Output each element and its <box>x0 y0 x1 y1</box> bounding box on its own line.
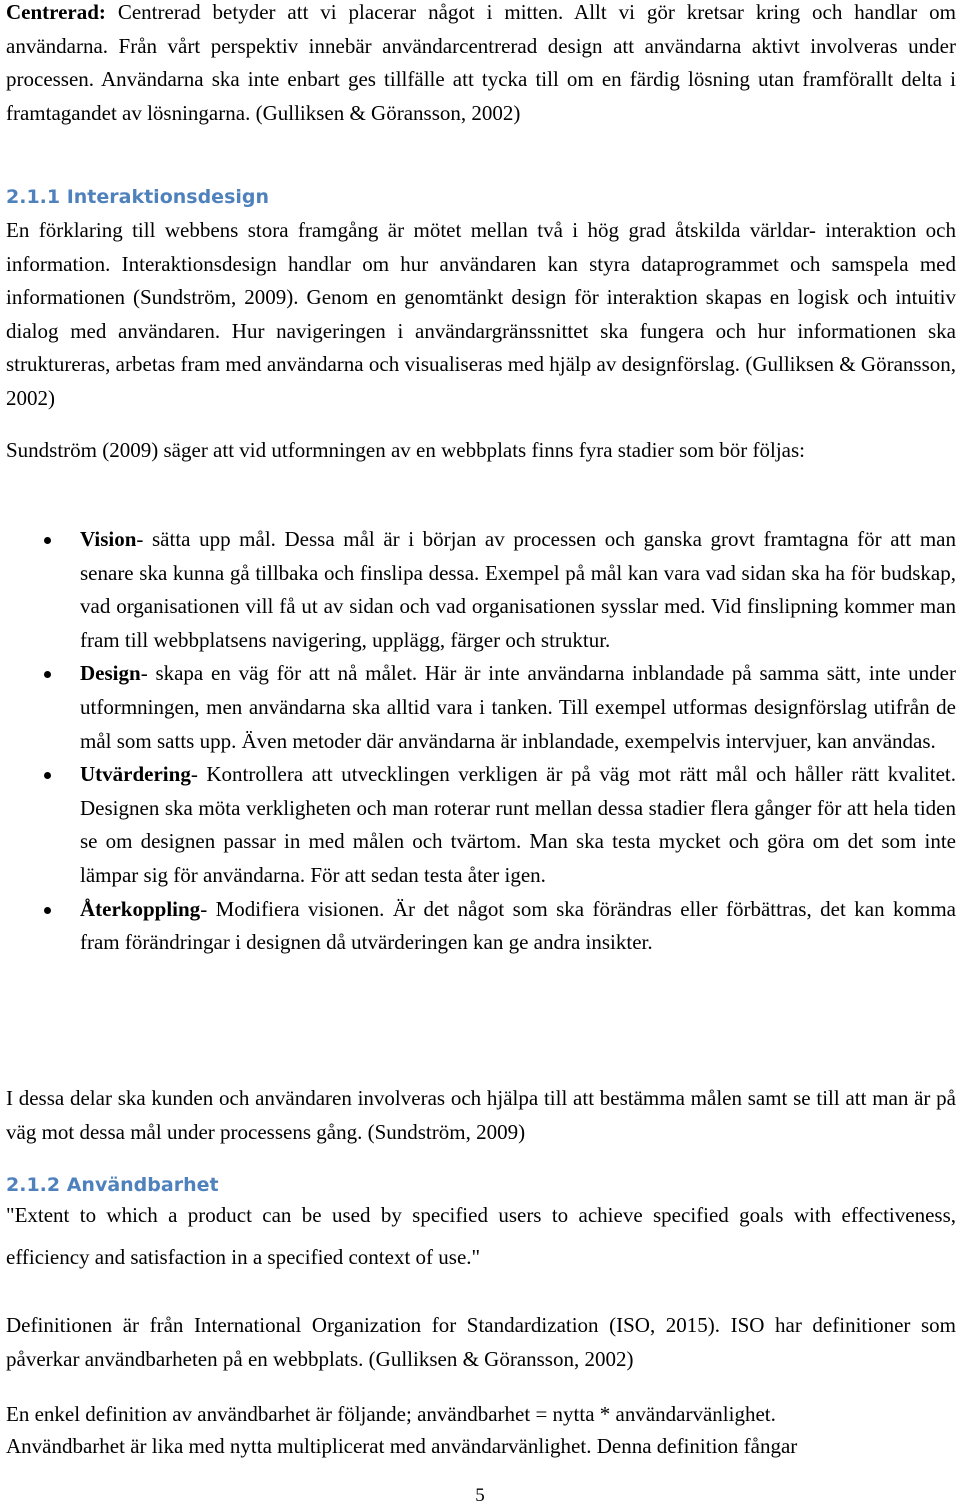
list-item-design <box>6 657 956 758</box>
paragraph-centrerad <box>6 0 956 130</box>
paragraph-definition-line-2: Användbarhet är lika med nytta multiplicerat med användarvänlighet. Denna definition fångar <box>6 1434 798 1458</box>
term-aterkoppling: Återkoppling <box>80 896 201 921</box>
stage-list <box>6 523 956 960</box>
list-item-text: - Modifiera visionen. Är det något som ska förändras eller förbättras, det kan komma fram förändringar i designen då utvärderingen kan ge andra insikter. <box>80 896 956 955</box>
list-item-text: - skapa en väg för att nå målet. Här är inte användarna inblandade på samma sätt, inte under utformningen, men användarna ska alltid vara i tanken. Till exempel utformas designförslag utifrån de mål som satts upp. Även metoder där användarna är inblandade, exempelvis intervjuer, kan användas. <box>80 661 956 753</box>
term-vision: Vision <box>80 527 137 551</box>
list-item-aterkoppling <box>6 893 956 960</box>
bullet-icon <box>44 907 51 914</box>
paragraph-centrerad-text: Centrerad betyder att vi placerar något i mitten. Allt vi gör kretsar kring och handlar om användarna. Från vårt perspektiv innebär användarcentrerad design att användarna aktivt involveras under processen. Användarna ska inte enbart ges tillfälle att tycka till om en färdig lösning utan framförallt delta i framtagandet av lösningarna. (Gulliksen & Göransson, 2002) <box>6 0 956 125</box>
term-utvardering: Utvärdering <box>80 762 191 787</box>
section-anvandbarhet <box>6 1170 956 1278</box>
paragraph-kunden: I dessa delar ska kunden och användaren involveras och hjälpa till att bestämma målen samt se till att man är på väg mot dessa mål under processens gång. (Sundström, 2009) <box>6 1086 956 1144</box>
bullet-icon <box>44 772 51 779</box>
section-heading-anvandbarhet: 2.1.2 Användbarhet <box>6 1174 219 1196</box>
paragraph-sundstrom-stadier: Sundström (2009) säger att vid utformningen av en webbplats finns fyra stadier som bör följas: <box>6 438 806 462</box>
paragraph-definition-line-1: En enkel definition av användbarhet är följande; användbarhet = nytta * användarvänlighet. <box>6 1402 776 1426</box>
list-item-vision <box>6 523 956 657</box>
bullet-icon <box>44 671 51 678</box>
list-item-utvardering <box>6 758 956 892</box>
section-interaktionsdesign <box>6 182 956 416</box>
term-centrerad: Centrerad: <box>6 0 106 24</box>
list-item-text: - Kontrollera att utvecklingen verkligen är på väg mot rätt mål och håller rätt kvalitet. Designen ska möta verkligheten och man roterar runt mellan dessa stadier flera gånger för att hela tiden se om designen passar in med målen och tvärtom. Man ska testa mycket och göra om det som inte lämpar sig för användarna. För att sedan testa åter igen. <box>80 762 956 887</box>
list-item-text: - sätta upp mål. Dessa mål är i början av processen och ganska grovt framtagna för att man senare ska kunna gå tillbaka och finslipa dessa. Exempel på mål kan vara vad sidan ska ha för budskap, vad organisationen vill få ut av sidan och vad organisationen sysslar med. Vid finslipning kommer man fram till webbplatsens navigering, upplägg, färger och struktur. <box>80 527 956 652</box>
paragraph-interaktionsdesign: En förklaring till webbens stora framgång är mötet mellan två i hög grad åtskilda världar- interaktion och information. Interaktionsdesign handlar om hur användaren kan styra dataprogrammet och samspela med informationen (Sundström, 2009). Genom en genomtänkt design för interaktion skapas en logisk och intuitiv dialog med användaren. Hur navigeringen i användargränssnittet ska fungera och hur informationen ska struktureras, arbetas fram med användarna och visualiseras med hjälp av designförslag. (Gulliksen & Göransson, 2002) <box>6 218 956 410</box>
bullet-icon <box>44 537 51 544</box>
term-design: Design <box>80 661 141 686</box>
page-number: 5 <box>475 1485 485 1506</box>
section-heading-interaktionsdesign: 2.1.1 Interaktionsdesign <box>6 186 270 208</box>
paragraph-iso: Definitionen är från International Organization for Standardization (ISO, 2015). ISO har definitioner som påverkar användbarheten på en webbplats. (Gulliksen & Göransson, 2002) <box>6 1313 956 1371</box>
iso-quote: "Extent to which a product can be used by specified users to achieve specified goals with effectiveness, efficiency and satisfaction in a specified context of use." <box>6 1203 956 1269</box>
